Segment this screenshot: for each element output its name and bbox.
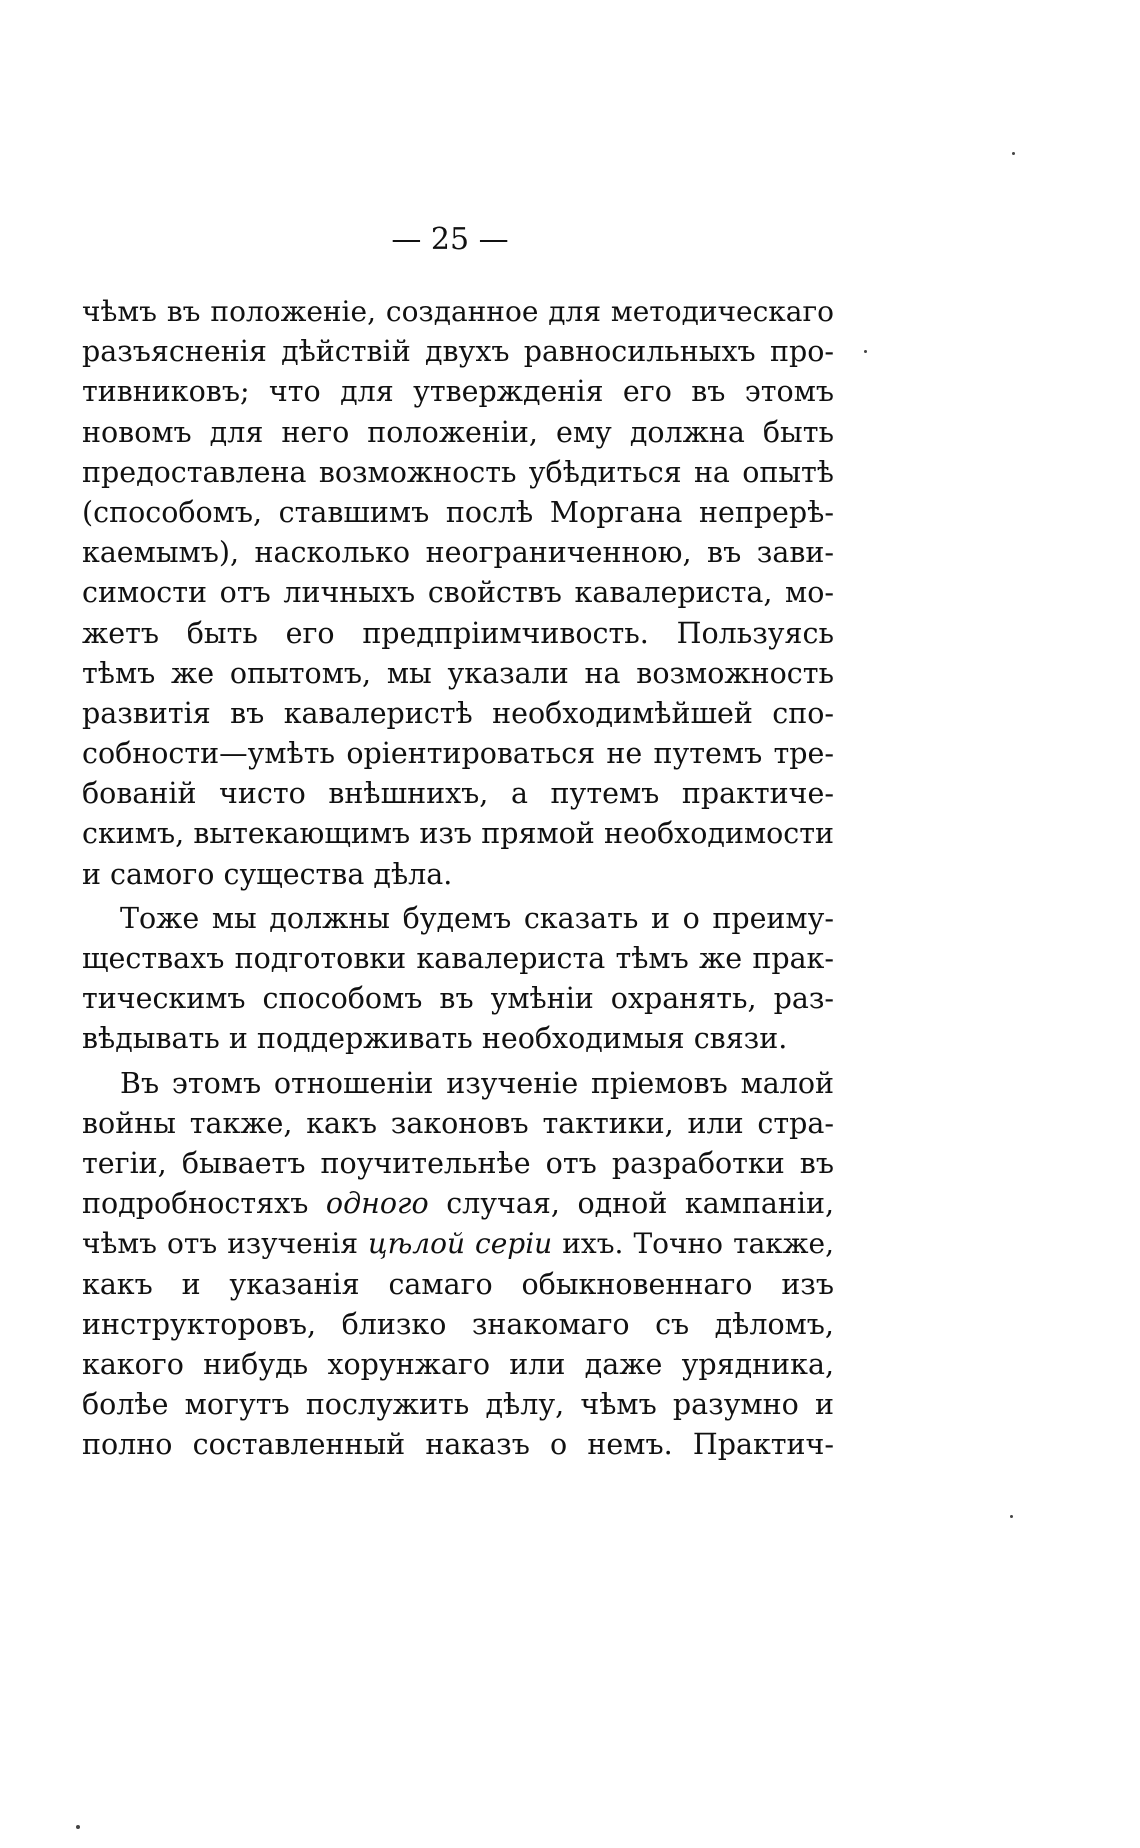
text-line: и самого существа дѣла. — [82, 857, 453, 891]
text-run: ихъ. Точно также, — [552, 1227, 834, 1261]
text-line: какого нибудь хорунжаго или даже урядника, — [82, 1347, 834, 1381]
text-line: тивниковъ; что для утвержденія его въ этомъ — [82, 375, 834, 409]
text-line: Въ этомъ отношеніи изученіе пріемовъ малой — [120, 1066, 834, 1100]
text-run: подробностяхъ — [82, 1187, 326, 1221]
paragraph-3 — [82, 1064, 834, 1466]
text-line: собности—умѣть оріентироваться не путемъ тре- — [82, 737, 834, 771]
text-line: болѣе могутъ послужить дѣлу, чѣмъ разумно и — [82, 1388, 834, 1422]
page-number: — 25 — — [391, 222, 509, 257]
scan-speck — [76, 1825, 80, 1829]
text-line: каемымъ), насколько неограниченною, въ зави- — [82, 536, 834, 570]
text-line: скимъ, вытекающимъ изъ прямой необходимости — [82, 817, 834, 851]
italic-text: цѣлой серіи — [368, 1227, 553, 1261]
text-line: ществахъ подготовки кавалериста тѣмъ же прак- — [82, 942, 834, 975]
text-line: инструкторовъ, близко знакомаго съ дѣломъ, — [82, 1307, 834, 1341]
paragraph-1 — [82, 292, 834, 895]
text-line: разъясненія дѣйствій двухъ равносильныхъ про- — [82, 335, 834, 369]
text-line: жетъ быть его предпріимчивость. Пользуясь — [82, 616, 834, 650]
scan-speck — [1012, 152, 1015, 155]
text-run: случая, одной кампаніи, — [428, 1187, 835, 1221]
text-line — [82, 1224, 834, 1264]
text-line: симости отъ личныхъ свойствъ кавалериста, мо- — [82, 576, 834, 610]
text-line: полно составленный наказъ о немъ. Практич- — [82, 1428, 834, 1462]
text-line: бованій чисто внѣшнихъ, а путемъ практиче- — [82, 777, 834, 811]
text-line: тегіи, бываетъ поучительнѣе отъ разработки въ — [82, 1146, 834, 1180]
text-line: тѣмъ же опытомъ, мы указали на возможность — [82, 656, 834, 690]
text-line: предоставлена возможность убѣдиться на опытѣ — [82, 455, 834, 489]
scan-speck — [864, 350, 867, 353]
text-line — [82, 1184, 834, 1224]
italic-text: одного — [325, 1187, 429, 1221]
text-line: чѣмъ въ положеніе, созданное для методическаго — [82, 295, 834, 328]
paragraph-2 — [82, 899, 834, 1060]
text-run: чѣмъ отъ изученія — [82, 1227, 369, 1261]
text-line: вѣдывать и поддерживать необходимыя связи. — [82, 1022, 788, 1056]
text-line: какъ и указанія самаго обыкновеннаго изъ — [82, 1267, 834, 1301]
scan-speck — [1010, 1515, 1013, 1518]
text-line: войны также, какъ законовъ тактики, или стра- — [82, 1106, 834, 1140]
body-text — [82, 292, 834, 1465]
text-line: тическимъ способомъ въ умѣніи охранять, раз- — [82, 982, 834, 1016]
text-line: Тоже мы должны будемъ сказать и о преиму- — [120, 901, 834, 935]
text-line: новомъ для него положеніи, ему должна быть — [82, 415, 834, 449]
text-line: развитія въ кавалеристѣ необходимѣйшей спо- — [82, 696, 834, 730]
text-line: (способомъ, ставшимъ послѣ Моргана непрерѣ- — [82, 495, 834, 529]
